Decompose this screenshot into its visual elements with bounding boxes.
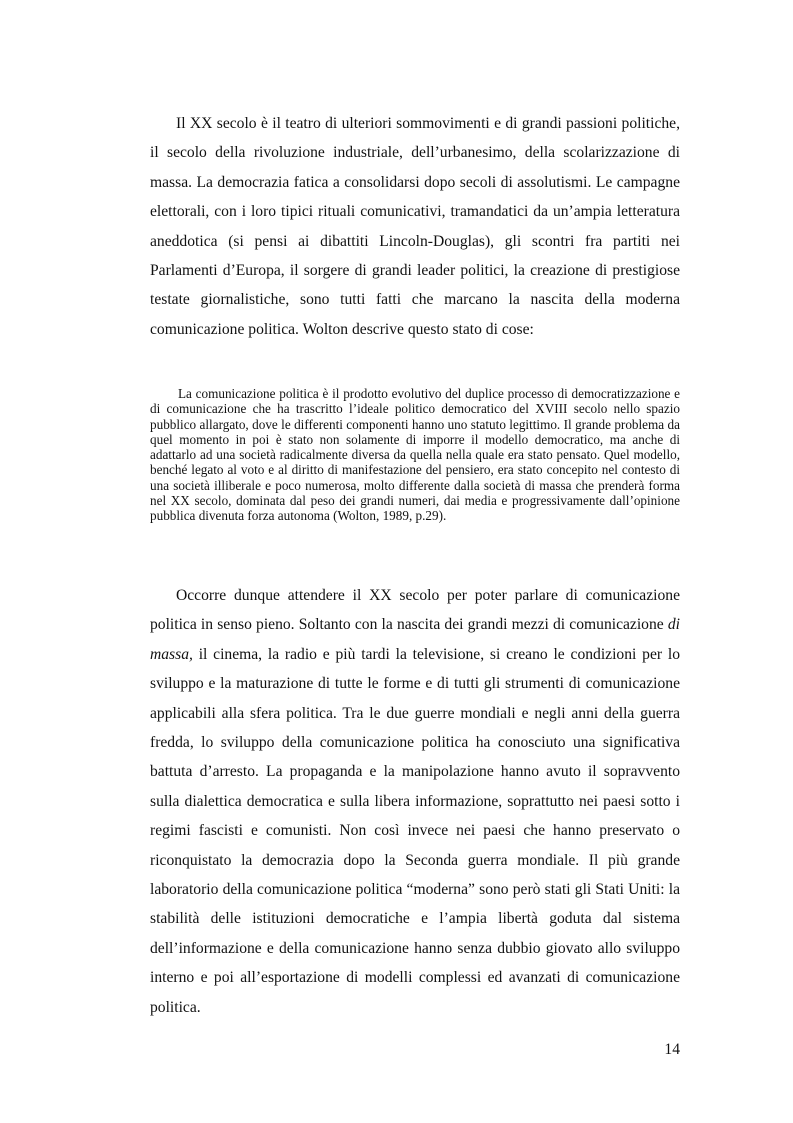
body-paragraph-2 bbox=[150, 581, 680, 1022]
body-paragraph-1: Il XX secolo è il teatro di ulteriori sommovimenti e di grandi passioni politiche, il secolo della rivoluzione industriale, dell’urbanesimo, della scolarizzazione di massa. La democrazia fatica a consolidarsi dopo secoli di assolutismi. Le campagne elettorali, con i loro tipici rituali comunicativi, tramandatici da un’ampia letteratura aneddotica (si pensi ai dibattiti Lincoln-Douglas), gli scontri fra partiti nei Parlamenti d’Europa, il sorgere di grandi leader politici, la creazione di prestigiose testate giornalistiche, sono tutti fatti che marcano la nascita della moderna comunicazione politica. Wolton descrive questo stato di cose: bbox=[150, 115, 680, 338]
page-number: 14 bbox=[664, 1041, 680, 1058]
paragraph-2-text-end: il cinema, la radio e più tardi la televisione, si creano le condizioni per lo sviluppo e la maturazione di tutte le forme e di tutti gli strumenti di comunicazione applicabili alla sfera politica. Tra le due guerre mondiali e negli anni della guerra fredda, lo sviluppo della comunicazione politica ha conosciuto una significativa battuta d’arresto. La propaganda e la manipolazione hanno avuto il sopravvento sulla dialettica democratica e sulla libera informazione, soprattutto nei paesi sotto i regimi fascisti e comunisti. Non così invece nei paesi che hanno preservato o riconquistato la democrazia dopo la Seconda guerra mondiale. Il più grande laboratorio della comunicazione politica “moderna” sono però stati gli Stati Uniti: la stabilità delle istituzioni democratiche e l’ampia libertà goduta dal sistema dell’informazione e della comunicazione hanno senza dubbio giovato allo sviluppo interno e poi all’esportazione di modelli complessi ed avanzati di comunicazione politica. bbox=[150, 645, 680, 1016]
italic-phrase: di massa, bbox=[150, 616, 680, 663]
paragraph-2-text-start: Occorre dunque attendere il XX secolo per poter parlare di comunicazione politica in senso pieno. Soltanto con la nascita dei grandi mezzi di comunicazione bbox=[150, 587, 680, 634]
block-quote-text: La comunicazione politica è il prodotto evolutivo del duplice processo di democratizzazione e di comunicazione che ha trascritto l’ideale politico democratico del XVIII secolo nello spazio pubblico allargato, dove le differenti componenti hanno uno statuto legittimo. Il grande problema da quel momento in poi è stato non solamente di imporre il modello democratico, ma anche di adattarlo ad una società radicalmente diversa da quella nella quale era stato pensato. Quel modello, benché legato al voto e al diritto di manifestazione del pensiero, era stato concepito nel contesto di una società illiberale e poco numerosa, molto differente dalla società di massa che prenderà forma nel XX secolo, dominata dal peso dei grandi numeri, dai media e progressivamente dall’opinione pubblica divenuta forza autonoma bbox=[150, 386, 680, 524]
block-quote bbox=[150, 386, 680, 524]
block-quote-citation: (Wolton, 1989, p.29). bbox=[333, 508, 447, 524]
